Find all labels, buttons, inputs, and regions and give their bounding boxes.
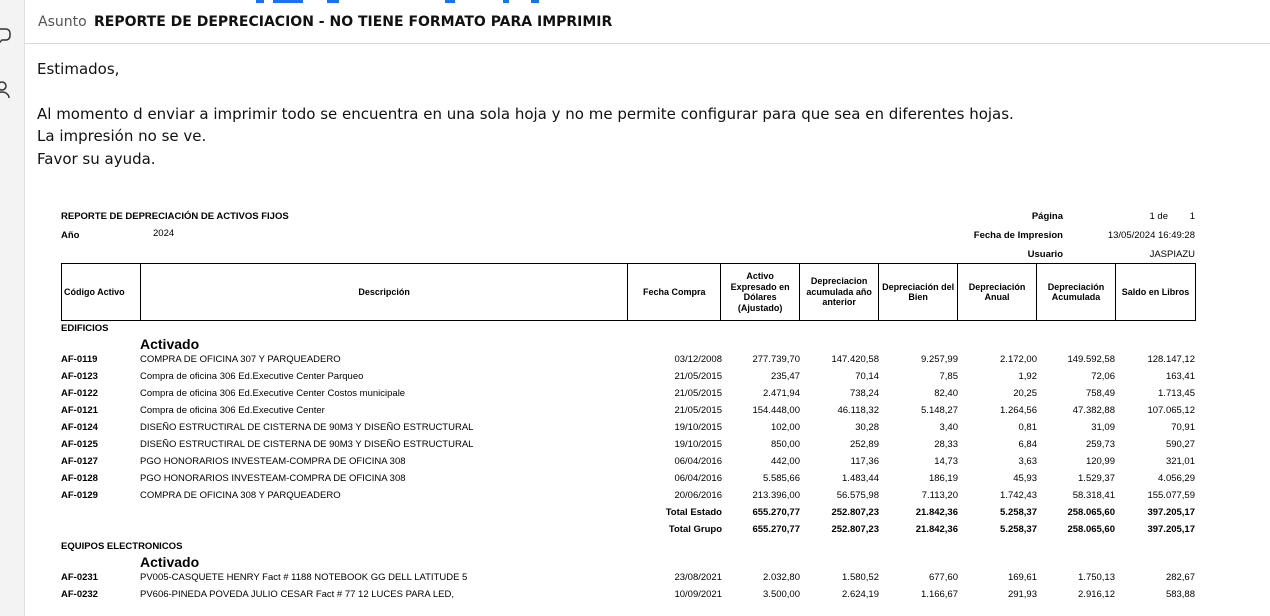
dep-anual-value: 2.172,00 xyxy=(1000,354,1037,365)
dep-acumulada-value: 120,99 xyxy=(1085,456,1115,467)
subject-bar xyxy=(25,4,1270,44)
dep-bien-value: 5.148,27 xyxy=(921,405,958,416)
dep-bien-value: 9.257,99 xyxy=(921,354,958,365)
dep-anual-value: 1,92 xyxy=(1018,371,1037,382)
asset-description: PGO HONORARIOS INVESTEAM-COMPRA DE OFICINA 308 xyxy=(140,456,406,467)
asset-code: AF-0128 xyxy=(61,473,98,484)
report-year-value: 2024 xyxy=(153,228,175,239)
dep-anterior-value: 46.118,32 xyxy=(837,405,879,416)
col-dep-anterior: Depreciacion acumulada año anterior xyxy=(800,264,879,321)
dep-bien-value: 14,73 xyxy=(934,456,958,467)
asset-description: Compra de oficina 306 Ed.Executive Center Costos municipale xyxy=(140,388,406,399)
asset-code: AF-0232 xyxy=(61,589,98,600)
dep-acumulada-value: 258.065,60 xyxy=(1067,524,1115,535)
dep-bien-value: 21.842,36 xyxy=(915,524,958,535)
purchase-date: 21/05/2015 xyxy=(674,388,722,399)
table-row xyxy=(61,405,1196,422)
dep-anual-value: 169,61 xyxy=(1007,572,1037,583)
dep-anterior-value: 30,28 xyxy=(855,422,879,433)
table-row xyxy=(61,422,1196,439)
saldo-value: 107.065,12 xyxy=(1147,405,1195,416)
activo-value: 3.500,00 xyxy=(763,589,800,600)
col-dep-acumulada: Depreciación Acumulada xyxy=(1037,264,1116,321)
dep-anual-value: 5.258,37 xyxy=(1000,524,1037,535)
table-row xyxy=(61,572,1196,589)
greeting: Estimados, xyxy=(37,60,120,78)
dep-acumulada-value: 58.318,41 xyxy=(1072,490,1115,501)
page-total: 1 xyxy=(1189,211,1195,222)
dep-anual-value: 1.264,56 xyxy=(1000,405,1037,416)
subject-text[interactable]: REPORTE DE DEPRECIACION - NO TIENE FORMATO PARA IMPRIMIR xyxy=(94,14,613,30)
table-row xyxy=(61,456,1196,473)
dep-bien-value: 1.166,67 xyxy=(921,589,958,600)
asset-description: Compra de oficina 306 Ed.Executive Center Parqueo xyxy=(140,371,364,382)
col-dep-anual: Depreciación Anual xyxy=(958,264,1037,321)
table-row xyxy=(61,439,1196,456)
asset-code: AF-0129 xyxy=(61,490,98,501)
total-label: Total Estado xyxy=(665,507,722,518)
dep-bien-value: 7.113,20 xyxy=(921,490,958,501)
table-row xyxy=(61,388,1196,405)
dep-anual-value: 3,63 xyxy=(1018,456,1037,467)
asset-code: AF-0123 xyxy=(61,371,98,382)
dep-anterior-value: 738,24 xyxy=(849,388,879,399)
asset-code: AF-0127 xyxy=(61,456,98,467)
activo-value: 277.739,70 xyxy=(752,354,800,365)
activo-value: 442,00 xyxy=(770,456,800,467)
col-codigo: Código Activo xyxy=(62,264,141,321)
table-row xyxy=(61,490,1196,507)
dep-anterior-value: 117,36 xyxy=(850,456,879,467)
purchase-date: 19/10/2015 xyxy=(674,422,722,433)
asset-description: COMPRA DE OFICINA 308 Y PARQUEADERO xyxy=(140,490,341,501)
purchase-date: 23/08/2021 xyxy=(674,572,722,583)
dep-bien-value: 7,85 xyxy=(939,371,958,382)
asset-description: DISEÑO ESTRUCTIRAL DE CISTERNA DE 90M3 Y DISEÑO ESTRUCTURAL xyxy=(140,422,474,433)
dep-acumulada-value: 758,49 xyxy=(1085,388,1115,399)
left-rail xyxy=(0,0,25,616)
activo-value: 850,00 xyxy=(770,439,800,450)
asset-description: PGO HONORARIOS INVESTEAM-COMPRA DE OFICINA 308 xyxy=(140,473,406,484)
dep-bien-value: 28,33 xyxy=(934,439,958,450)
activo-value: 2.032,80 xyxy=(763,572,800,583)
dep-anterior-value: 252.807,23 xyxy=(831,507,879,518)
asset-description: PV606-PINEDA POVEDA JULIO CESAR Fact # 77 12 LUCES PARA LED, xyxy=(140,589,454,600)
dep-acumulada-value: 72,06 xyxy=(1091,371,1115,382)
dep-bien-value: 21.842,36 xyxy=(915,507,958,518)
saldo-value: 590,27 xyxy=(1165,439,1195,450)
purchase-date: 21/05/2015 xyxy=(674,405,722,416)
chat-icon[interactable] xyxy=(0,26,14,46)
page-value: 1 de xyxy=(1149,211,1168,222)
saldo-value: 4.056,29 xyxy=(1158,473,1195,484)
report-year-label: Año xyxy=(61,230,80,241)
dep-acumulada-value: 149.592,58 xyxy=(1067,354,1115,365)
dep-acumulada-value: 258.065,60 xyxy=(1067,507,1115,518)
email-body xyxy=(37,58,1014,170)
dep-anual-value: 1.742,43 xyxy=(1000,490,1037,501)
dep-anterior-value: 147.420,58 xyxy=(831,354,879,365)
activo-value: 655.270,77 xyxy=(752,524,800,535)
asset-code: AF-0124 xyxy=(61,422,98,433)
saldo-value: 163,41 xyxy=(1165,371,1195,382)
total-row xyxy=(61,524,1196,541)
dep-anterior-value: 70,14 xyxy=(855,371,879,382)
dep-anterior-value: 56.575,98 xyxy=(836,490,879,501)
activo-value: 2.471,94 xyxy=(763,388,800,399)
dep-anterior-value: 2.624,19 xyxy=(842,589,879,600)
state-header: Activado xyxy=(140,554,200,570)
activo-value: 5.585,66 xyxy=(763,473,800,484)
dep-acumulada-value: 1.750,13 xyxy=(1078,572,1115,583)
purchase-date: 10/09/2021 xyxy=(674,589,722,600)
subject-label: Asunto xyxy=(38,14,87,30)
purchase-date: 06/04/2016 xyxy=(674,473,722,484)
dep-acumulada-value: 2.916,12 xyxy=(1078,589,1115,600)
body-line-3: Favor su ayuda. xyxy=(37,149,156,168)
dep-acumulada-value: 1.529,37 xyxy=(1078,473,1115,484)
dep-bien-value: 677,60 xyxy=(928,572,958,583)
saldo-value: 321,01 xyxy=(1165,456,1195,467)
state-header: Activado xyxy=(140,336,200,352)
saldo-value: 583,88 xyxy=(1165,589,1195,600)
activo-value: 213.396,00 xyxy=(752,490,800,501)
page-label: Página xyxy=(1031,211,1063,222)
dep-bien-value: 186,19 xyxy=(928,473,958,484)
dep-acumulada-value: 47.382,88 xyxy=(1072,405,1115,416)
purchase-date: 21/05/2015 xyxy=(674,371,722,382)
col-saldo: Saldo en Libros xyxy=(1116,264,1196,321)
report-title: REPORTE DE DEPRECIACIÓN DE ACTIVOS FIJOS xyxy=(61,211,289,222)
asset-code: AF-0119 xyxy=(61,354,98,365)
dep-bien-value: 82,40 xyxy=(934,388,958,399)
asset-description: PV005-CASQUETE HENRY Fact # 1188 NOTEBOOK GG DELL LATITUDE 5 xyxy=(140,572,468,583)
saldo-value: 397.205,17 xyxy=(1147,507,1195,518)
total-row xyxy=(61,507,1196,524)
purchase-date: 03/12/2008 xyxy=(674,354,722,365)
dep-anterior-value: 252,89 xyxy=(849,439,879,450)
asset-code: AF-0231 xyxy=(61,572,98,583)
col-dep-bien: Depreciación del Bien xyxy=(879,264,958,321)
asset-description: COMPRA DE OFICINA 307 Y PARQUEADERO xyxy=(140,354,341,365)
dep-bien-value: 3,40 xyxy=(939,422,958,433)
body-line-2: La impresión no se ve. xyxy=(37,127,207,145)
group-header: EQUIPOS ELECTRONICOS xyxy=(61,541,183,552)
body-line-1: Al momento d enviar a imprimir todo se encuentra en una sola hoja y no me permite configurar para que sea en diferentes hojas. xyxy=(37,104,1014,123)
col-descripcion: Descripción xyxy=(140,264,627,321)
print-date-value: 13/05/2024 16:49:28 xyxy=(1107,230,1195,241)
dep-acumulada-value: 259,73 xyxy=(1085,439,1115,450)
activo-value: 655.270,77 xyxy=(752,507,800,518)
asset-description: Compra de oficina 306 Ed.Executive Center xyxy=(140,405,325,416)
purchase-date: 06/04/2016 xyxy=(674,456,722,467)
asset-code: AF-0125 xyxy=(61,439,98,450)
table-row xyxy=(61,354,1196,371)
saldo-value: 1.713,45 xyxy=(1158,388,1195,399)
user-label: Usuario xyxy=(1027,249,1063,260)
activo-value: 154.448,00 xyxy=(752,405,800,416)
user-value: JASPIAZU xyxy=(1149,249,1195,260)
dep-anual-value: 291,93 xyxy=(1007,589,1037,600)
saldo-value: 128.147,12 xyxy=(1147,354,1195,365)
activo-value: 235,47 xyxy=(770,371,800,382)
saldo-value: 397.205,17 xyxy=(1147,524,1195,535)
purchase-date: 20/06/2016 xyxy=(674,490,722,501)
group-header: EDIFICIOS xyxy=(61,323,109,334)
dep-anterior-value: 1.483,44 xyxy=(842,473,879,484)
asset-code: AF-0121 xyxy=(61,405,98,416)
table-row xyxy=(61,371,1196,388)
saldo-value: 282,67 xyxy=(1165,572,1195,583)
asset-code: AF-0122 xyxy=(61,388,98,399)
print-date-label: Fecha de Impresion xyxy=(973,230,1063,241)
total-label: Total Grupo xyxy=(668,524,722,535)
saldo-value: 70,91 xyxy=(1171,422,1195,433)
dep-anual-value: 20,25 xyxy=(1013,388,1037,399)
purchase-date: 19/10/2015 xyxy=(674,439,722,450)
table-row xyxy=(61,589,1196,606)
dep-anual-value: 0,81 xyxy=(1018,422,1037,433)
dep-anterior-value: 1.580,52 xyxy=(842,572,879,583)
report-header-table xyxy=(61,263,1196,321)
asset-description: DISEÑO ESTRUCTIRAL DE CISTERNA DE 90M3 Y DISEÑO ESTRUCTURAL xyxy=(140,439,474,450)
dep-anual-value: 45,93 xyxy=(1013,473,1037,484)
dep-anual-value: 5.258,37 xyxy=(1000,507,1037,518)
dep-anual-value: 6,84 xyxy=(1018,439,1037,450)
dep-acumulada-value: 31,09 xyxy=(1091,422,1115,433)
dep-anterior-value: 252.807,23 xyxy=(831,524,879,535)
col-fecha: Fecha Compra xyxy=(628,264,721,321)
col-activo: Activo Expresado en Dólares (Ajustado) xyxy=(721,264,800,321)
table-row xyxy=(61,473,1196,490)
person-icon[interactable] xyxy=(0,80,14,100)
saldo-value: 155.077,59 xyxy=(1147,490,1195,501)
activo-value: 102,00 xyxy=(770,422,800,433)
